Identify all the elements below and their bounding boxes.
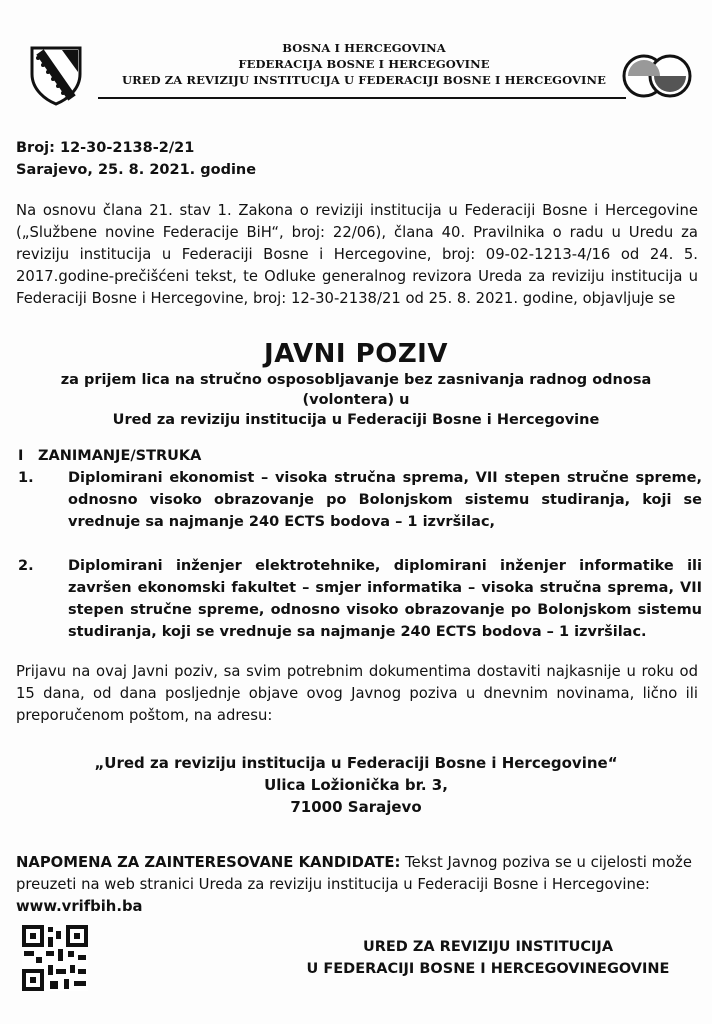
mailing-address (16, 752, 696, 818)
qr-code-icon (22, 925, 88, 991)
address-street: Ulica Ložionička br. 3, (264, 776, 448, 794)
section-heading (18, 445, 702, 467)
document-reference (16, 137, 256, 181)
header-line-country: BOSNA I HERCEGOVINA (282, 41, 446, 55)
institution-heading (114, 40, 614, 88)
document-date: Sarajevo, 25. 8. 2021. godine (16, 162, 257, 178)
list-item-number: 1. (18, 470, 34, 486)
application-paragraph: Prijavu na ovaj Javni poziv, sa svim potrebnim dokumentima dostaviti najkasnije u roku od 15 dana, od dana posljednje objave ovog Javnog poziva u dnevnim novinama, lično ili preporučenom poštom, na adresu: (16, 663, 698, 724)
section-title: ZANIMANJE/STRUKA (38, 448, 202, 464)
subtitle-line-1: za prijem lica na stručno osposobljavanje bez zasnivanja radnog odnosa (60, 372, 652, 388)
letterhead (18, 30, 698, 110)
subtitle-line-3: Ured za reviziju institucija u Federaciji Bosne i Hercegovine (112, 412, 600, 428)
signature-line-1: URED ZA REVIZIJU INSTITUCIJA (362, 939, 614, 955)
website-link[interactable]: www.vrifbih.ba (16, 898, 143, 915)
intro-paragraph: Na osnovu člana 21. stav 1. Zakona o reviziji institucija u Federaciji Bosne i Hercegovine („Službene novine Federacije BiH“, broj: 22/06), člana 40. Pravilnika o radu u Uredu za reviziju institucija u Federaciji Bosne i Hercegovine, broj: 09-02-1213-4/16 od 24. 5. 2017.godine-prečišćeni tekst, te Odluke generalnog revizora Ureda za reviziju institucija u Federaciji Bosne i Hercegovine, broj: 12-30-2138/21 od 25. 8. 2021. godine, objavljuje se (16, 202, 698, 307)
subtitle-line-2: (volontera) u (302, 392, 410, 408)
profession-section (18, 445, 702, 643)
address-recipient: „Ured za reviziju institucija u Federaciji Bosne i Hercegovine“ (94, 754, 618, 772)
list-item-number: 2. (18, 558, 34, 574)
list-item (18, 467, 702, 533)
header-divider (98, 97, 626, 99)
note-label: NAPOMENA ZA ZAINTERESOVANE KANDIDATE: (16, 854, 401, 871)
list-item-text: Diplomirani inženjer elektrotehnike, diplomirani inženjer informatike ili završen ekonomski fakultet – smjer informatika – visoka stručna sprema, VII stepen stručne spreme, odnosno visoko obrazovanje po Bolonjskom sistemu studiranja, koji se vrednuje sa najmanje 240 ECTS bodova – 1 izvršilac. (68, 558, 702, 640)
signature-line-2: U FEDERACIJI BOSNE I HERCEGOVINEGOVINE (306, 961, 670, 977)
title-block (16, 338, 696, 430)
candidate-note (16, 852, 698, 918)
section-number: I (18, 448, 24, 464)
document-title: JAVNI POZIV (264, 339, 448, 369)
document-number: Broj: 12-30-2138-2/21 (16, 140, 195, 156)
office-emblem-icon (620, 48, 694, 104)
issuing-office-signature (278, 936, 698, 980)
note-text: Tekst Javnog poziva se u cijelosti može preuzeti na web stranici Ureda za reviziju institucija u Federaciji Bosne i Hercegovine: (16, 854, 692, 893)
coat-of-arms-icon (26, 44, 86, 106)
list-item (18, 555, 702, 643)
header-line-federation: FEDERACIJA BOSNE I HERCEGOVINE (238, 57, 490, 71)
address-city: 71000 Sarajevo (290, 798, 422, 816)
header-line-office: URED ZA REVIZIJU INSTITUCIJA U FEDERACIJI BOSNE I HERCEGOVINE (121, 73, 607, 87)
list-item-text: Diplomirani ekonomist – visoka stručna sprema, VII stepen stručne spreme, odnosno visoko obrazovanje po Bolonjskom sistemu studiranja, koji se vrednuje sa najmanje 240 ECTS bodova – 1 izvršilac, (68, 470, 702, 530)
